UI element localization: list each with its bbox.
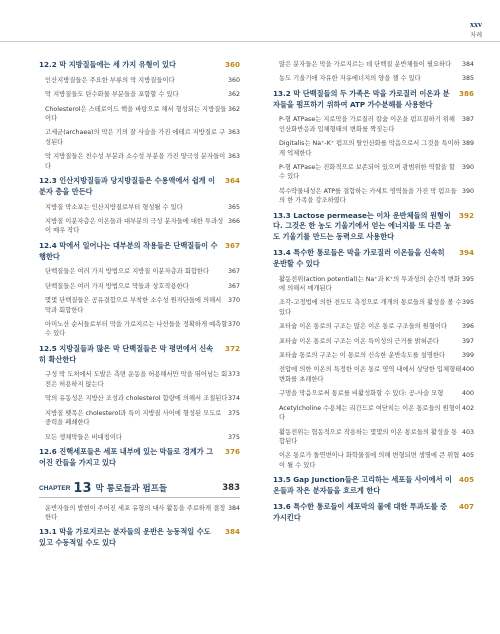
section-heading-text [273,502,453,524]
section-number: 12.4 [39,240,57,250]
page-number: 362 [227,105,240,113]
toc-subentry[interactable] [39,370,240,389]
page-number: 394 [458,248,474,258]
section-title: 차례 [470,32,482,39]
subentry-text: 농도 기울기에 자유한 자유에너지의 양을 잴 수 있다 [279,75,421,83]
section-number: 13.2 [273,88,291,98]
subentry-text: 고세균(archaea)의 막은 기의 잘 사슬을 가진 에테르 지방질로 구성된다 [45,129,226,146]
section-heading-text [273,89,453,111]
subentry-text: Acetylcholine 수용체는 리간드로 여닫히는 이온 통로들의 원형이다 [279,404,461,422]
page-roman-number: xxv [470,20,482,29]
section-title: 막을 가로지르는 분자들의 운반은 능동적일 수도 있고 수동적일 수도 있다 [39,527,211,548]
subentry-text: P-형 ATPase는 진화적으로 보존되어 있으며 광범위한 역할을 할 수 있다 [279,164,455,181]
subentry-text: 단백질들은 여러 가지 방법으로 지방질 이분자층과 회합한다 [45,268,210,276]
toc-section-heading[interactable] [273,502,474,524]
page-number: 375 [227,409,240,417]
toc-section-heading[interactable] [273,475,474,497]
page-number: 384 [224,527,240,537]
page-header [464,19,482,41]
subentry-text: 복수약물내성은 ATP를 결합하는 카세트 영역들을 가진 막 펌프들의 한 가족을 강조하였다 [279,187,457,205]
subentry-text: 막 지방질들도 탄수화물 부분들을 포함할 수 있다 [45,91,179,99]
toc-subentry[interactable] [273,404,474,423]
toc-subentry[interactable] [273,74,474,83]
toc-subentry[interactable] [273,389,474,398]
toc-section-heading[interactable] [273,211,474,243]
page-number: 386 [458,88,474,98]
toc-section-heading[interactable] [39,60,240,71]
section-heading-text [39,344,219,366]
page-number: 373 [227,371,240,379]
section-heading-text [273,475,453,497]
page-number: 374 [227,395,240,403]
toc-subentry[interactable] [273,275,474,294]
toc-column-left [39,60,240,554]
section-number: 12.5 [39,343,57,353]
toc-subentry[interactable] [39,267,240,276]
page-number: 384 [461,61,474,68]
toc-subentry[interactable] [39,203,240,212]
page-number: 402 [461,404,474,412]
toc-subentry[interactable] [273,163,474,182]
page-number: 370 [227,297,240,305]
page-number: 370 [227,321,240,329]
toc-subentry[interactable] [39,409,240,428]
subentry-text: 이온 통로가 돌연변이나 화학물질에 의해 변형되면 생명에 큰 위협이 될 수 있다 [279,452,460,469]
section-heading-text [39,60,176,71]
page-number: 367 [227,268,240,276]
page-number: 405 [461,452,474,460]
subentry-text: 전압에 의한 이온의 특정한 이온 통로 영역 내에서 상당한 입체형태 변화를 초래한다 [279,366,462,383]
section-number: 12.3 [39,176,57,186]
toc-section-heading[interactable] [273,89,474,111]
toc-subentry[interactable] [273,451,474,470]
chapter-label: CHAPTER [39,484,71,492]
page-number: 366 [227,218,240,226]
toc-subentry[interactable] [273,60,474,69]
page-number: 360 [224,60,240,69]
subentry-text: 단백질들은 여러 가지 방법으로 막들과 상호작용한다 [45,282,189,290]
subentry-text: 활동전위는 협동적으로 작용하는 몇몇의 이온 통로들의 활성을 통합된다 [279,428,458,445]
subentry-text: Cholesterol은 스테로이드 핵을 바탕으로 해서 형성되는 지방질들이다 [45,105,227,123]
subentry-text: 포타슘 이온 통로의 구조는 이온 특이성의 근거를 밝혀준다 [279,337,439,345]
subentry-text: 인산지방질들은 주요한 부류의 막 지방질들이다 [45,76,175,84]
section-number: 12.2 [39,60,57,69]
section-heading-text [273,248,453,270]
section-title: 막 단백질들의 두 가족은 막을 가로질러 이온과 분자들을 펌프하기 위하여 ATP 가수분해를 사용한다 [273,88,450,109]
toc-section-heading[interactable] [273,248,474,270]
chapter-title: 막 통로들과 펌프들 [95,484,168,495]
subentry-text: Digitalis는 Na⁺-K⁺ 펌프의 탈인산화를 막음으로서 그것을 특이하게 억제한다 [279,140,460,157]
subentry-text: 아미노산 순서들로부터 막을 가로지르는 나선들을 정확하게 예측할 수 있다 [45,321,228,338]
page-number: 403 [461,428,474,436]
section-number: 12.6 [39,446,57,456]
section-title: 진핵세포들은 세포 내부에 있는 막들로 경계가 그어진 칸들을 가지고 있다 [39,446,214,467]
subentry-text: 모든 생체막들은 비대칭이다 [45,433,122,441]
toc-subentry[interactable] [39,296,240,315]
page-number: 390 [461,164,474,172]
page-number: 376 [224,446,240,456]
page-number: 372 [224,343,240,353]
page-number: 387 [461,116,474,124]
toc-subentry[interactable] [273,139,474,158]
page-number: 397 [461,337,474,345]
section-number: 13.1 [39,527,57,537]
subentry-text: 막의 유동성은 지방산 조성과 cholesterol 함량에 의해서 조절된다 [45,395,228,403]
section-title: Lactose permease는 이차 운반체들의 원형이다. 그것은 한 농도 기울기에서 얻는 에너지를 또 다른 농도 기울기를 만드는 동력으로 사용한다 [273,210,452,242]
page-number: 399 [461,352,474,360]
page-number: 392 [458,210,474,220]
section-heading-text [39,527,219,549]
page-number: 367 [224,240,240,250]
chapter-heading[interactable] [39,481,240,498]
section-heading-text [39,176,219,198]
section-heading-text [39,447,219,469]
section-heading-text [273,211,453,243]
toc-subentry[interactable] [273,428,474,447]
subentry-text: 막 지방질들은 친수성 부분과 소수성 부분을 가진 양극성 분자들이다 [45,153,226,170]
page-number: 389 [461,140,474,148]
subentry-text: 지방질 막소포는 인산지방질로부터 형성될 수 있다 [45,203,183,211]
section-title: 인산지방질들과 당지방질들은 수용액에서 쉽게 이분자 층을 만든다 [39,176,216,196]
section-title: 지방질들과 많은 막 단백질들은 막 평면에서 신속히 확산한다 [39,343,214,364]
section-title: 막에서 일어나는 대부분의 작용들은 단백질들이 수행한다 [39,240,218,261]
header-divider [0,41,500,42]
page-number: 363 [227,129,240,137]
page-number: 396 [461,323,474,331]
section-heading-text [39,241,219,263]
toc-subentry[interactable] [39,105,240,124]
chapter-number: 13 [73,480,92,496]
toc-subentry[interactable] [273,337,474,346]
page-number: 407 [458,501,474,511]
toc-subentry[interactable] [273,187,474,206]
page-number: 395 [461,299,474,307]
toc-subentry[interactable] [273,351,474,360]
toc-subentry[interactable] [273,322,474,331]
toc-subentry[interactable] [39,282,240,291]
section-number: 13.4 [273,248,291,258]
toc-subentry[interactable] [39,433,240,442]
toc-subentry[interactable] [39,152,240,171]
page-number: 367 [227,282,240,290]
page-number: 363 [227,153,240,161]
toc-subentry[interactable] [39,504,240,523]
subentry-text: 조각-고정법에 의한 전도도 측정으로 개개의 통로들의 활성을 볼 수 있다 [279,299,462,316]
toc-subentry[interactable] [39,128,240,147]
section-title: Gap Junction들은 고리하는 세포들 사이에서 이온들과 작은 분자들을 흐르게 한다 [273,475,452,495]
toc-subentry[interactable] [39,394,240,403]
chapter-page-number: 383 [222,483,240,494]
toc-subentry[interactable] [39,90,240,99]
toc-subentry[interactable] [273,115,474,134]
subentry-text: 활동전위(action potential)는 Na⁺과 K⁺의 투과성의 순간적 변화에 의해서 매개된다 [279,275,460,293]
section-number: 13.3 [273,210,291,220]
subentry-text: 지방질 이분자층은 이온들과 대부분의 극성 분자들에 대한 투과성이 매우 작다 [45,218,224,235]
page-number: 395 [461,275,474,283]
toc-section-heading[interactable] [39,527,240,549]
page-number: 400 [461,366,474,374]
page-number: 375 [227,433,240,441]
subentry-text: 운반자들의 발현이 주어진 세포 유형의 대사 활동을 주로하게 결정한다 [45,504,226,521]
page-number: 365 [227,203,240,211]
section-number: 13.6 [273,501,291,511]
page-number: 390 [461,187,474,195]
toc-subentry[interactable] [273,298,474,317]
toc-section-heading[interactable] [39,241,240,263]
toc-subentry[interactable] [39,76,240,85]
page-number: 364 [224,176,240,186]
subentry-text: P-형 ATPase는 지로막을 가로질러 칼슘 이온을 펌프질하기 위해 인산화반응과 입체형태의 변화를 짝짓는다 [279,116,455,133]
page-number: 362 [227,91,240,99]
section-title: 특수한 통로들이 세포막의 물에 대한 투과도를 증가시킨다 [273,501,448,522]
toc-section-heading[interactable] [39,176,240,198]
toc-subentry[interactable] [273,365,474,384]
page-number: 385 [461,75,474,83]
subentry-text: 구멍을 막음으로써 통로를 비활성화할 수 있다: 공-사슬 모형 [279,390,444,398]
toc-subentry[interactable] [39,217,240,236]
page-number: 400 [461,390,474,398]
toc-section-heading[interactable] [39,447,240,469]
section-title: 막 지방질들에는 세 가지 유형이 있다 [59,60,176,69]
subentry-text: 몇몇 단백질들은 공유결합으로 부착한 소수성 원자단들에 의해서 막과 회합한다 [45,297,222,314]
section-title: 특수한 통로들은 막을 가로질러 이온들을 신속히 운반할 수 있다 [273,248,445,268]
page-number: 405 [458,475,474,485]
subentry-text: 포타슘 이온 통로의 구조는 많은 이온 통로 구조들의 원형이다 [279,323,448,331]
page-number: 384 [227,504,240,512]
subentry-text: 구성 막 도처에서 도발은 측면 운동을 허용해서만 막을 뛰어넘는 회전은 허용하지 않는다 [45,371,228,388]
subentry-text: 지방질 뗏목은 cholesterol과 특이 지방질 사이에 형성된 모도로 중력을 폐쇄한다 [45,409,222,427]
toc-column-right [273,60,474,528]
toc-section-heading[interactable] [39,344,240,366]
section-number: 13.5 [273,475,291,485]
subentry-text: 많은 분자들은 막을 가로지르는 데 단백질 운반체들이 필요하다 [279,61,452,68]
page-number: 360 [227,76,240,84]
toc-subentry[interactable] [39,320,240,339]
subentry-text: 포타슘 통로의 구조는 이 통로의 신속한 운반속도를 설명한다 [279,352,446,360]
